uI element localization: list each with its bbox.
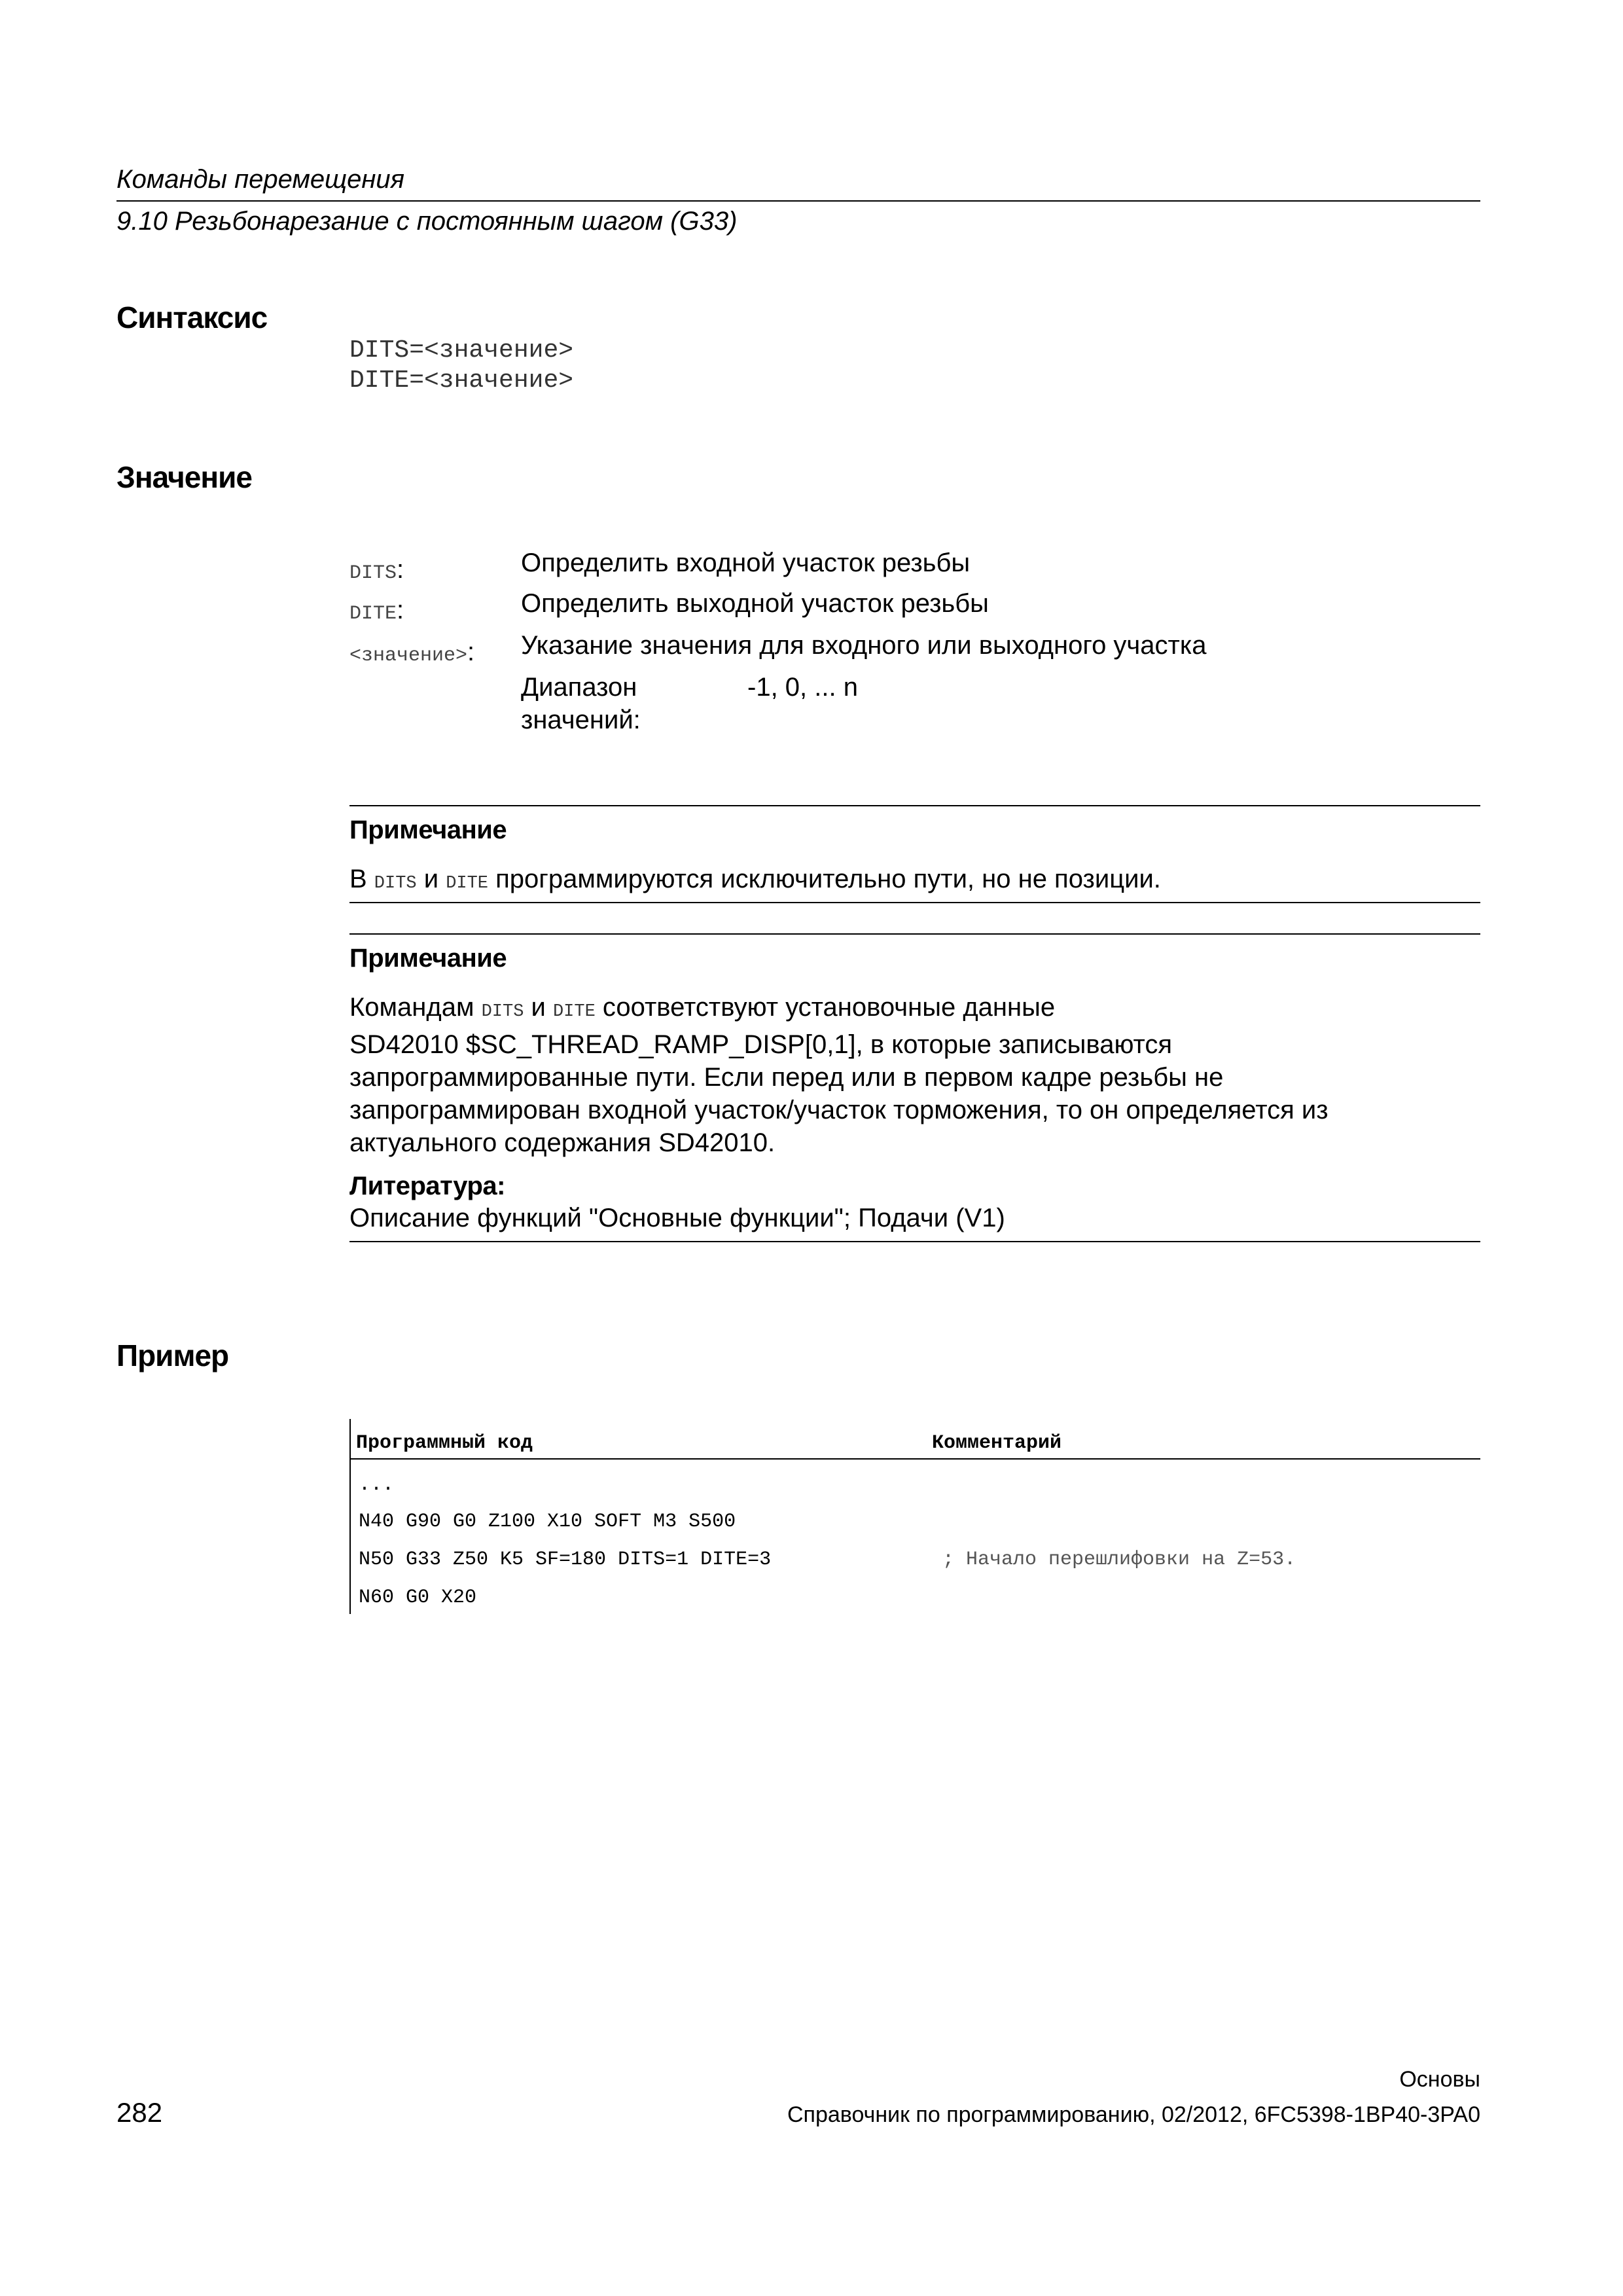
code-table-left-border [349, 1419, 351, 1614]
note2-line1-before: Командам [349, 993, 482, 1022]
literature-text: Описание функций "Основные функции"; Подачи (V1) [349, 1204, 1005, 1232]
def-colon: : [397, 596, 404, 624]
range-value: -1, 0, ... n [747, 673, 858, 702]
note2-line5: актуального содержания SD42010. [349, 1128, 776, 1157]
code-comment: ; Начало перешлифовки на Z=53. [942, 1549, 1296, 1571]
code-line: N60 G0 X20 [359, 1587, 477, 1609]
note2-top-rule [349, 933, 1480, 935]
example-heading: Пример [116, 1338, 229, 1372]
code-table-header-comment: Комментарий [932, 1432, 1062, 1454]
note2-code-dite: DITE [552, 1002, 596, 1022]
range-label-line1: Диапазон [521, 673, 637, 702]
note1-bottom-rule [349, 902, 1480, 903]
def-text-dite: Определить выходной участок резьбы [521, 589, 989, 618]
def-term-value-code: <значение> [349, 645, 468, 667]
note2-code-dits: DITS [481, 1002, 524, 1022]
syntax-line-dite: DITE=<значение> [349, 367, 574, 395]
note2-text-and: и [524, 993, 553, 1022]
syntax-line-dits: DITS=<значение> [349, 336, 574, 365]
note1-text-before: В [349, 865, 374, 893]
literature-title: Литература: [349, 1172, 505, 1200]
footer-reference: Справочник по программированию, 02/2012, 6FC5398-1BP40-3PA0 [787, 2102, 1480, 2127]
def-term-dits [349, 555, 404, 584]
note1-title: Примечание [349, 816, 507, 844]
code-line: N50 G33 Z50 K5 SF=180 DITS=1 DITE=3 [359, 1549, 772, 1571]
def-term-dits-code: DITS [349, 562, 397, 584]
code-table-header-code: Программный код [356, 1432, 533, 1454]
def-term-dite [349, 596, 404, 625]
range-label-line2: значений: [521, 706, 641, 734]
page-number: 282 [116, 2097, 163, 2128]
note2-line1-after: соответствуют установочные данные [595, 993, 1056, 1022]
note1-text-and: и [416, 865, 446, 893]
note2-line1 [349, 991, 1475, 1028]
note1-text-after: программируются исключительно пути, но не позиции. [488, 865, 1161, 893]
note1-code-dite: DITE [446, 874, 488, 893]
running-header-section: 9.10 Резьбонарезание с постоянным шагом (G33) [116, 207, 738, 236]
def-colon: : [397, 555, 404, 584]
meaning-heading: Значение [116, 460, 252, 494]
code-line: N40 G90 G0 Z100 X10 SOFT M3 S500 [359, 1511, 736, 1533]
note2-title: Примечание [349, 944, 507, 973]
def-text-dits: Определить входной участок резьбы [521, 548, 971, 577]
def-term-dite-code: DITE [349, 603, 397, 625]
running-header-chapter: Команды перемещения [116, 165, 405, 194]
code-line: ... [359, 1474, 395, 1496]
note1-code-dits: DITS [374, 874, 417, 893]
def-colon: : [467, 637, 475, 666]
code-table-header-rule [349, 1458, 1480, 1460]
note2-body [349, 991, 1475, 1159]
header-rule [116, 200, 1480, 202]
note2-line3: запрограммированные пути. Если перед или в первом кадре резьбы не [349, 1063, 1224, 1092]
def-text-value: Указание значения для входного или выходного участка [521, 631, 1207, 660]
def-term-value [349, 637, 474, 667]
note2-bottom-rule [349, 1241, 1480, 1242]
footer-book-title: Основы [1399, 2067, 1480, 2092]
note2-line2: SD42010 $SC_THREAD_RAMP_DISP[0,1], в которые записываются [349, 1030, 1173, 1059]
note2-line4: запрограммирован входной участок/участок торможения, то он определяется из [349, 1096, 1329, 1124]
note1-text [349, 863, 1475, 900]
note1-top-rule [349, 805, 1480, 806]
syntax-heading: Синтаксис [116, 300, 268, 334]
